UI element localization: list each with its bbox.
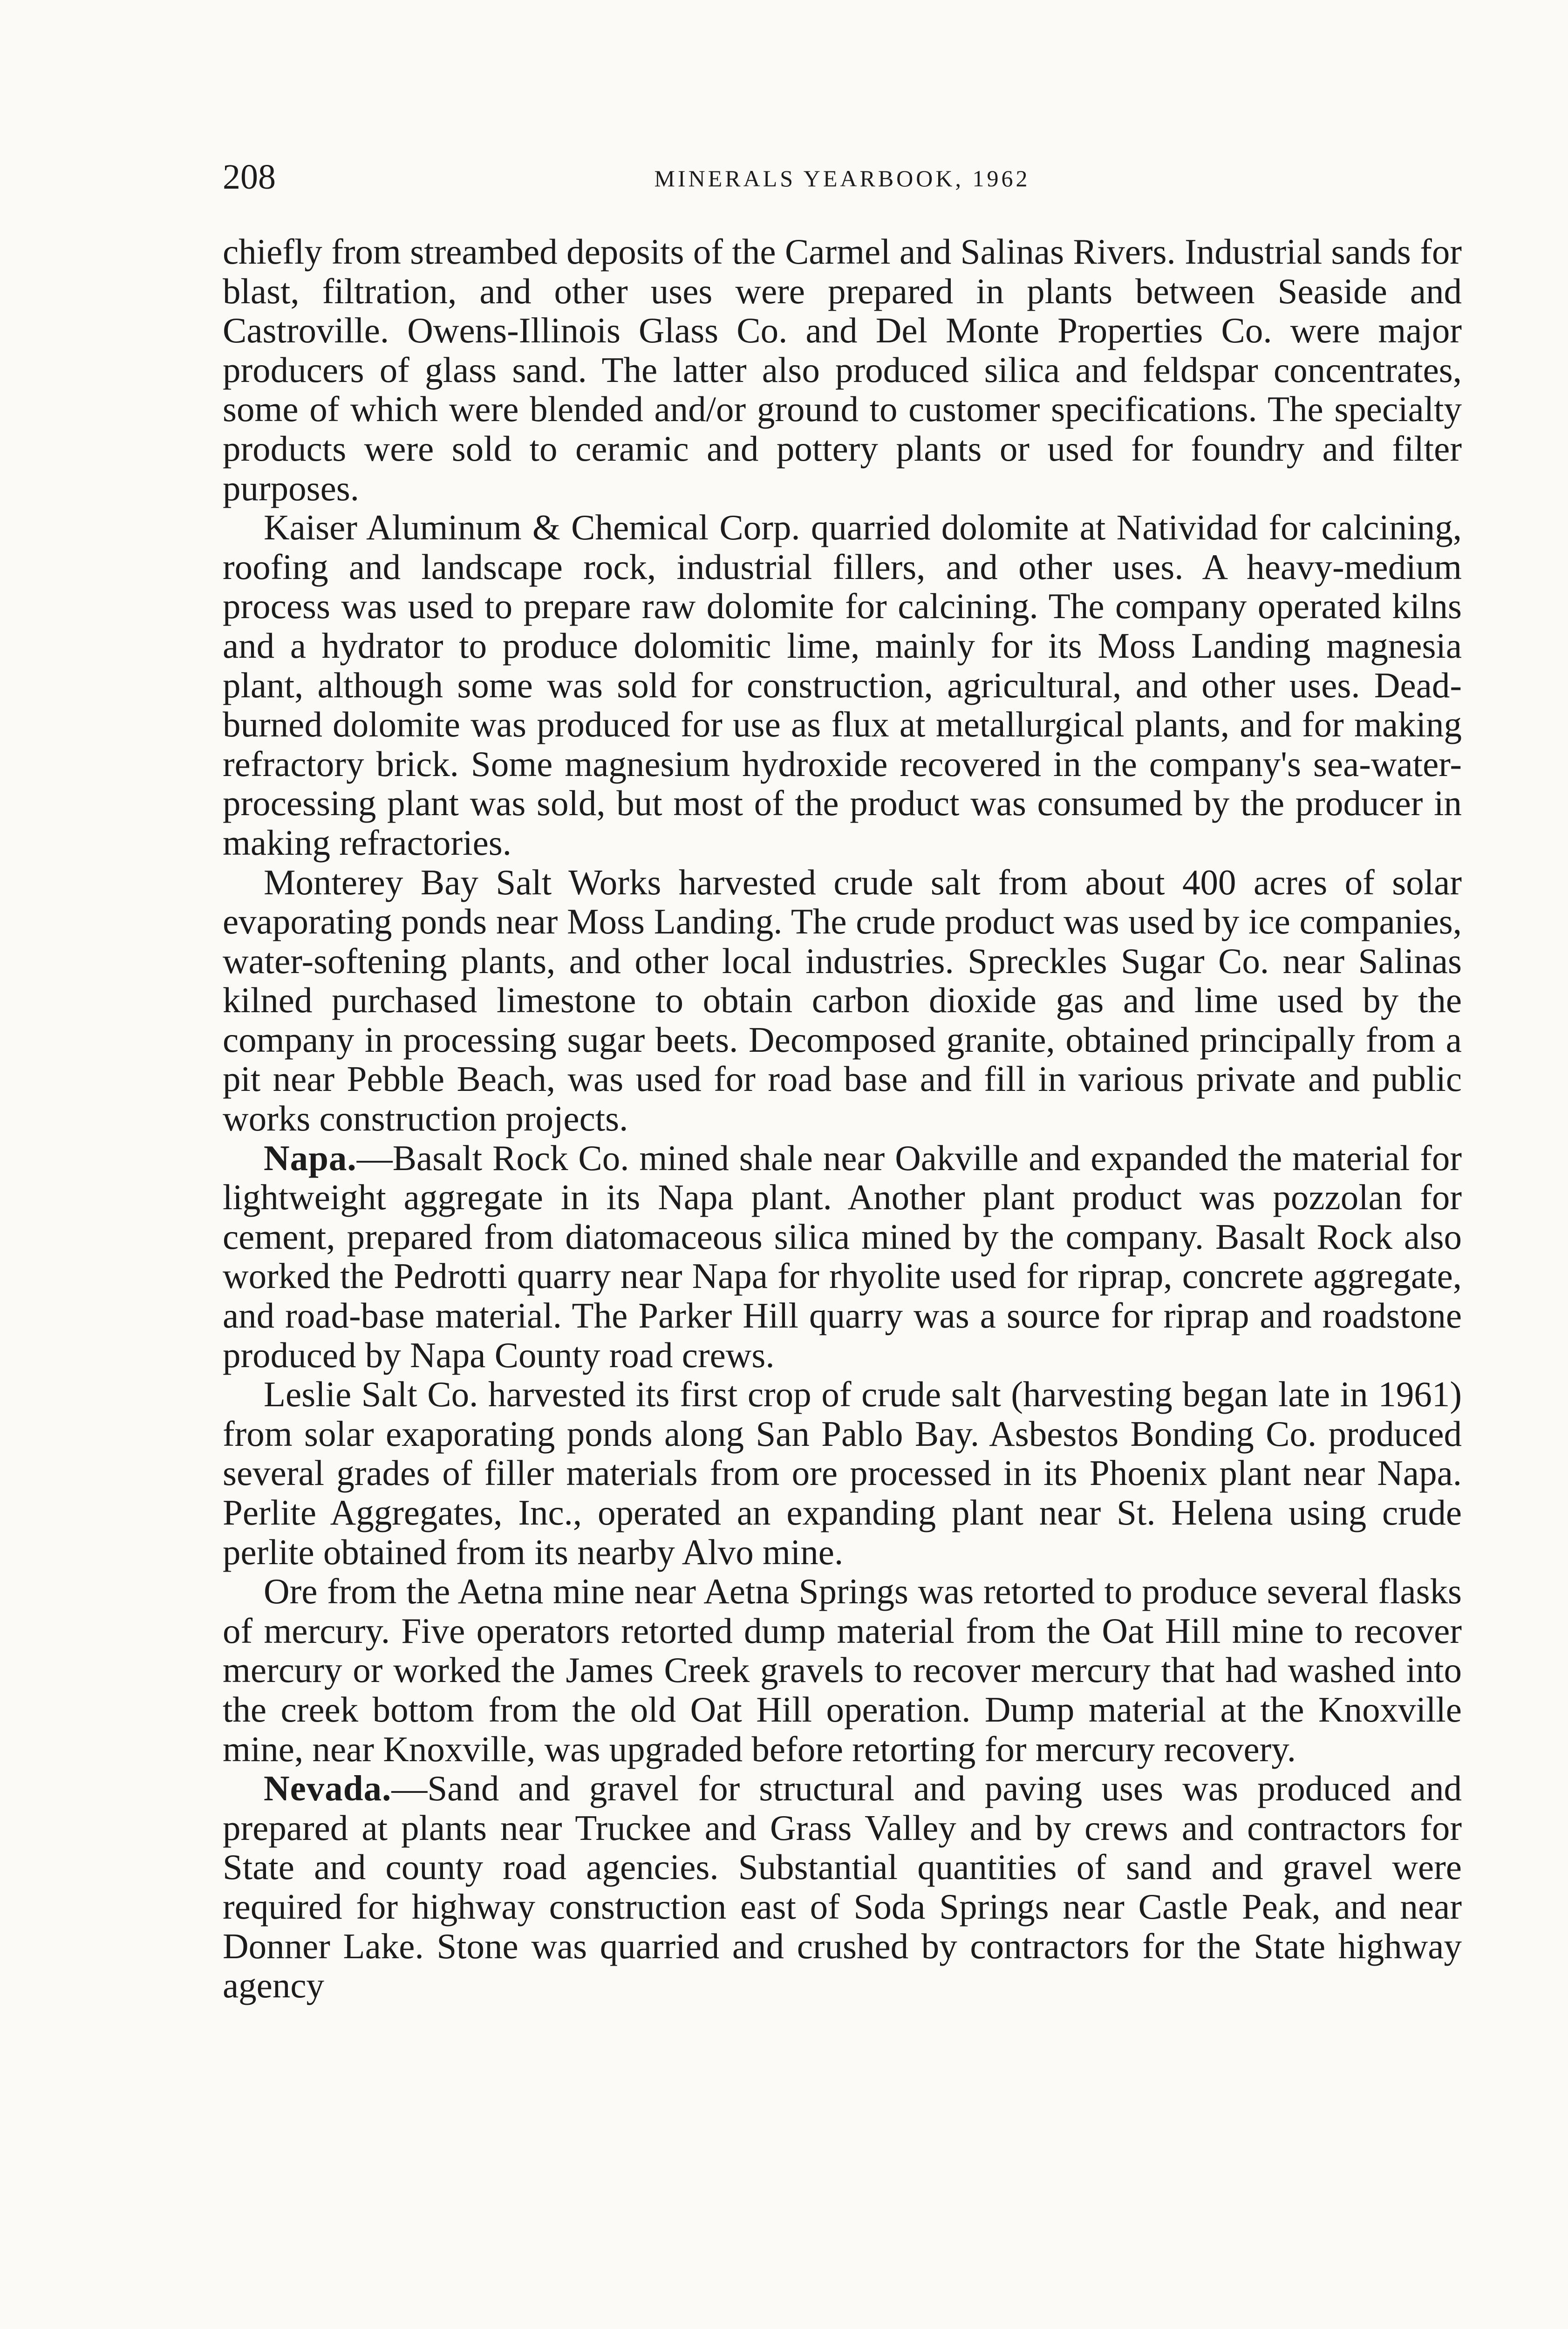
paragraph-text: Leslie Salt Co. harvested its first crop of crude salt (harvesting began late in 1961) from solar exaporating ponds along San Pablo Bay. Asbestos Bonding Co. produced several grades of filler materials from ore processed in its Phoenix plant near Napa. Perlite Aggregates, Inc., operated an expanding plant near St. Helena using crude perlite obtained from its nearby Alvo mine. <box>223 1374 1462 1572</box>
county-heading: Nevada. <box>264 1768 392 1809</box>
paragraph-text: Monterey Bay Salt Works harvested crude salt from about 400 acres of solar evaporating ponds near Moss Landing. The crude product was used by ice companies, water-softening plants, and other local industries. Spreckles Sugar Co. near Salinas kilned purchased limestone to obtain carbon dioxide gas and lime used by the company in processing sugar beets. Decomposed granite, obtained principally from a pit near Pebble Beach, was used for road base and fill in various private and public works construction projects. <box>223 862 1462 1139</box>
running-title: MINERALS YEARBOOK, 1962 <box>654 165 1030 191</box>
paragraph-monterey-salt <box>223 863 1462 1138</box>
paragraph-text: —Basalt Rock Co. mined shale near Oakville and expanded the material for lightweight aggregate in its Napa plant. Another plant product was pozzolan for cement, prepared from diatomaceous silica mined by the company. Basalt Rock also worked the Pedrotti quarry near Napa for rhyolite used for riprap, concrete aggregate, and road-base material. The Parker Hill quarry was a source for riprap and roadstone produced by Napa County road crews. <box>223 1137 1462 1375</box>
paragraph-leslie-salt <box>223 1375 1462 1572</box>
page-number: 208 <box>223 157 276 197</box>
paragraph-continuation <box>223 232 1462 508</box>
body-text <box>223 232 1462 2005</box>
paragraph-aetna-mercury <box>223 1572 1462 1769</box>
paragraph-napa <box>223 1138 1462 1375</box>
paragraph-kaiser <box>223 508 1462 862</box>
paragraph-nevada <box>223 1769 1462 2005</box>
paragraph-text: Ore from the Aetna mine near Aetna Springs was retorted to produce several flasks of mercury. Five operators retorted dump material from the Oat Hill mine to recover mercury or worked the James Creek gravels to recover mercury that had washed into the creek bottom from the old Oat Hill operation. Dump material at the Knoxville mine, near Knoxville, was upgraded before retorting for mercury recovery. <box>223 1571 1462 1769</box>
paragraph-text: Kaiser Aluminum & Chemical Corp. quarried dolomite at Natividad for calcining, roofing and landscape rock, industrial fillers, and other uses. A heavy-medium process was used to prepare raw dolomite for calcining. The company operated kilns and a hydrator to produce dolomitic lime, mainly for its Moss Landing magnesia plant, although some was sold for construction, agricultural, and other uses. Dead-burned dolomite was produced for use as flux at metallurgical plants, and for making refractory brick. Some magnesium hydroxide recovered in the company's sea-water-processing plant was sold, but most of the product was consumed by the producer in making refractories. <box>223 507 1462 863</box>
paragraph-text: —Sand and gravel for structural and paving uses was produced and prepared at plants near Truckee and Grass Valley and by crews and contractors for State and county road agencies. Substantial quantities of sand and gravel were required for highway construction east of Soda Springs near Castle Peak, and near Donner Lake. Stone was quarried and crushed by contractors for the State highway agency <box>223 1768 1462 2006</box>
county-heading: Napa. <box>264 1137 357 1178</box>
page-header <box>223 154 1462 200</box>
paragraph-text: chiefly from streambed deposits of the Carmel and Salinas Rivers. Industrial sands for blast, filtration, and other uses were prepared in plants between Seaside and Castroville. Owens-Illinois Glass Co. and Del Monte Properties Co. were major producers of glass sand. The latter also produced silica and feldspar concentrates, some of which were blended and/or ground to customer specifications. The specialty products were sold to ceramic and pottery plants or used for foundry and filter purposes. <box>223 232 1462 508</box>
